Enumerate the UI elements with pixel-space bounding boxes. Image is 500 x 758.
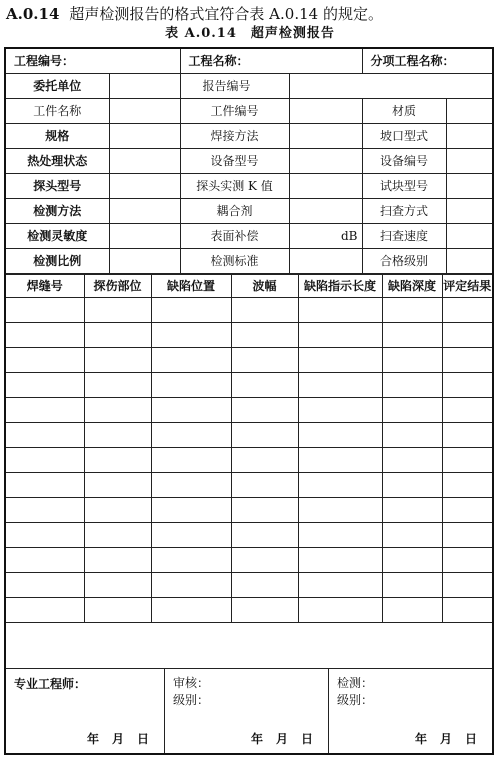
spec-value[interactable] <box>109 124 180 149</box>
part-no-label: 工件编号 <box>180 99 289 124</box>
result-cell[interactable] <box>382 548 442 573</box>
result-cell[interactable] <box>442 523 492 548</box>
inspect-date <box>403 730 478 747</box>
result-row <box>6 498 492 523</box>
device-no-label: 设备编号 <box>362 149 446 174</box>
heat-treatment-value[interactable] <box>109 149 180 174</box>
client-value[interactable] <box>109 74 180 99</box>
material-label: 材质 <box>362 99 446 124</box>
param-row <box>6 174 492 199</box>
report-no-label: 报告编号 <box>180 74 289 99</box>
review-level-label: 级别： <box>173 693 210 707</box>
result-cell[interactable] <box>6 498 84 523</box>
result-cell[interactable] <box>231 498 298 523</box>
result-cell[interactable] <box>151 398 231 423</box>
report-no-value[interactable] <box>289 74 492 99</box>
result-cell[interactable] <box>382 473 442 498</box>
project-no-label: 工程编号： <box>6 49 180 74</box>
result-row <box>6 423 492 448</box>
result-cell[interactable] <box>298 523 382 548</box>
review-label: 审核： <box>173 676 210 690</box>
probe-model-value[interactable] <box>109 174 180 199</box>
result-row <box>6 523 492 548</box>
probe-k-label: 探头实测 K 值 <box>180 174 289 199</box>
inspect-signature[interactable] <box>328 669 492 753</box>
section-heading <box>6 4 496 24</box>
result-cell[interactable] <box>231 348 298 373</box>
result-cell[interactable] <box>84 323 151 348</box>
surface-comp-label: 表面补偿 <box>180 224 289 249</box>
part-name-label: 工件名称 <box>6 99 109 124</box>
review-signature[interactable] <box>164 669 328 753</box>
result-cell[interactable] <box>231 298 298 323</box>
grade-value[interactable] <box>446 249 492 274</box>
result-cell[interactable] <box>84 448 151 473</box>
result-row <box>6 323 492 348</box>
result-cell[interactable] <box>231 523 298 548</box>
device-no-value[interactable] <box>446 149 492 174</box>
result-cell[interactable] <box>6 523 84 548</box>
heading-text: 超声检测报告的格式宜符合表 A.0.14 的规定。 <box>69 5 383 23</box>
result-cell[interactable] <box>6 298 84 323</box>
result-cell[interactable] <box>382 323 442 348</box>
result-cell[interactable] <box>6 373 84 398</box>
col-header-amplitude: 波幅 <box>231 275 298 298</box>
result-cell[interactable] <box>151 448 231 473</box>
material-value[interactable] <box>446 99 492 124</box>
month-label: 月 <box>439 732 453 746</box>
result-cell[interactable] <box>84 523 151 548</box>
result-cell[interactable] <box>151 473 231 498</box>
review-labels <box>173 675 209 709</box>
result-cell[interactable] <box>298 598 382 623</box>
result-cell[interactable] <box>6 548 84 573</box>
project-name-label: 工程名称： <box>180 49 362 74</box>
probe-k-value[interactable] <box>289 174 362 199</box>
result-cell[interactable] <box>6 398 84 423</box>
groove-type-value[interactable] <box>446 124 492 149</box>
result-cell[interactable] <box>298 323 382 348</box>
result-cell[interactable] <box>231 423 298 448</box>
scan-speed-label: 扫查速度 <box>362 224 446 249</box>
day-label: 日 <box>136 732 150 746</box>
couplant-value[interactable] <box>289 199 362 224</box>
result-row <box>6 548 492 573</box>
clause-number: A.0.14 <box>6 5 60 23</box>
probe-model-label: 探头型号 <box>6 174 109 199</box>
result-cell[interactable] <box>231 548 298 573</box>
year-label: 年 <box>414 732 428 746</box>
test-block-label: 试块型号 <box>362 174 446 199</box>
surface-comp-unit: dB <box>289 224 362 249</box>
result-cell[interactable] <box>298 498 382 523</box>
grade-label: 合格级别 <box>362 249 446 274</box>
result-cell[interactable] <box>442 398 492 423</box>
result-cell[interactable] <box>6 323 84 348</box>
inspect-level-label: 级别： <box>337 693 374 707</box>
param-row <box>6 224 492 249</box>
result-cell[interactable] <box>84 548 151 573</box>
result-cell[interactable] <box>231 373 298 398</box>
engineer-date <box>75 730 150 747</box>
scan-mode-value[interactable] <box>446 199 492 224</box>
result-row <box>6 373 492 398</box>
result-cell[interactable] <box>298 373 382 398</box>
inspect-label: 检测： <box>337 676 374 690</box>
param-row <box>6 199 492 224</box>
result-cell[interactable] <box>231 598 298 623</box>
result-row <box>6 398 492 423</box>
result-cell[interactable] <box>382 348 442 373</box>
device-model-value[interactable] <box>289 149 362 174</box>
test-method-value[interactable] <box>109 199 180 224</box>
result-row <box>6 348 492 373</box>
part-name-value[interactable] <box>109 99 180 124</box>
result-cell[interactable] <box>382 498 442 523</box>
result-cell[interactable] <box>382 598 442 623</box>
result-cell[interactable] <box>84 598 151 623</box>
result-cell[interactable] <box>6 348 84 373</box>
review-date <box>239 730 314 747</box>
scan-mode-label: 扫查方式 <box>362 199 446 224</box>
result-cell[interactable] <box>6 473 84 498</box>
result-cell[interactable] <box>231 323 298 348</box>
sub-project-label: 分项工程名称： <box>362 49 492 74</box>
result-cell[interactable] <box>298 573 382 598</box>
result-cell[interactable] <box>298 398 382 423</box>
standard-value[interactable] <box>289 249 362 274</box>
result-cell[interactable] <box>382 448 442 473</box>
result-cell[interactable] <box>382 373 442 398</box>
result-cell[interactable] <box>442 348 492 373</box>
result-body <box>6 298 492 623</box>
month-label: 月 <box>275 732 289 746</box>
result-cell[interactable] <box>151 323 231 348</box>
result-cell[interactable] <box>151 548 231 573</box>
result-cell[interactable] <box>84 298 151 323</box>
result-cell[interactable] <box>151 348 231 373</box>
result-cell[interactable] <box>442 548 492 573</box>
result-cell[interactable] <box>298 423 382 448</box>
result-cell[interactable] <box>382 573 442 598</box>
result-cell[interactable] <box>84 373 151 398</box>
scan-speed-value[interactable] <box>446 224 492 249</box>
result-row <box>6 448 492 473</box>
table-caption: 表 A.0.14 超声检测报告 <box>165 26 335 41</box>
result-cell[interactable] <box>298 548 382 573</box>
result-header-row <box>6 275 492 298</box>
day-label: 日 <box>300 732 314 746</box>
spec-label: 规格 <box>6 124 109 149</box>
result-cell[interactable] <box>382 298 442 323</box>
result-cell[interactable] <box>231 448 298 473</box>
result-cell[interactable] <box>382 423 442 448</box>
param-row <box>6 249 492 274</box>
result-cell[interactable] <box>6 598 84 623</box>
result-cell[interactable] <box>298 348 382 373</box>
groove-type-label: 坡口型式 <box>362 124 446 149</box>
heat-treatment-label: 热处理状态 <box>6 149 109 174</box>
client-label: 委托单位 <box>6 74 109 99</box>
day-label: 日 <box>464 732 478 746</box>
col-header-defect-position: 缺陷位置 <box>151 275 231 298</box>
result-cell[interactable] <box>6 448 84 473</box>
signature-area <box>6 668 492 753</box>
result-cell[interactable] <box>382 398 442 423</box>
result-cell[interactable] <box>442 423 492 448</box>
result-cell[interactable] <box>151 298 231 323</box>
result-cell[interactable] <box>151 373 231 398</box>
result-cell[interactable] <box>231 473 298 498</box>
result-cell[interactable] <box>442 448 492 473</box>
month-label: 月 <box>111 732 125 746</box>
col-header-evaluation: 评定结果 <box>442 275 492 298</box>
test-block-value[interactable] <box>446 174 492 199</box>
year-label: 年 <box>250 732 264 746</box>
result-cell[interactable] <box>442 323 492 348</box>
year-label: 年 <box>86 732 100 746</box>
welding-method-value[interactable] <box>289 124 362 149</box>
result-table <box>6 274 492 623</box>
inspect-labels <box>337 675 373 709</box>
result-cell[interactable] <box>151 573 231 598</box>
part-no-value[interactable] <box>289 99 362 124</box>
device-model-label: 设备型号 <box>180 149 289 174</box>
sensitivity-label: 检测灵敏度 <box>6 224 109 249</box>
result-cell[interactable] <box>442 373 492 398</box>
result-cell[interactable] <box>84 498 151 523</box>
col-header-defect-depth: 缺陷深度 <box>382 275 442 298</box>
info-table <box>6 49 492 74</box>
result-cell[interactable] <box>151 523 231 548</box>
result-cell[interactable] <box>84 573 151 598</box>
welding-method-label: 焊接方法 <box>180 124 289 149</box>
result-cell[interactable] <box>442 298 492 323</box>
result-cell[interactable] <box>298 448 382 473</box>
result-cell[interactable] <box>6 573 84 598</box>
result-cell[interactable] <box>151 498 231 523</box>
param-row <box>6 74 492 99</box>
result-row <box>6 298 492 323</box>
result-cell[interactable] <box>151 598 231 623</box>
param-row <box>6 99 492 124</box>
col-header-test-location: 探伤部位 <box>84 275 151 298</box>
test-ratio-label: 检测比例 <box>6 249 109 274</box>
report-form <box>4 47 494 755</box>
result-row <box>6 598 492 623</box>
result-cell[interactable] <box>442 473 492 498</box>
col-header-weld-no: 焊缝号 <box>6 275 84 298</box>
result-cell[interactable] <box>442 598 492 623</box>
result-cell[interactable] <box>231 398 298 423</box>
result-cell[interactable] <box>298 298 382 323</box>
param-row <box>6 124 492 149</box>
result-cell[interactable] <box>442 498 492 523</box>
result-cell[interactable] <box>84 398 151 423</box>
result-cell[interactable] <box>84 473 151 498</box>
col-header-indication-length: 缺陷指示长度 <box>298 275 382 298</box>
result-cell[interactable] <box>298 473 382 498</box>
test-ratio-value[interactable] <box>109 249 180 274</box>
result-cell[interactable] <box>442 573 492 598</box>
couplant-label: 耦合剂 <box>180 199 289 224</box>
test-method-label: 检测方法 <box>6 199 109 224</box>
standard-label: 检测标准 <box>180 249 289 274</box>
engineer-signature[interactable] <box>6 669 164 753</box>
engineer-label: 专业工程师： <box>14 677 87 691</box>
result-cell[interactable] <box>84 423 151 448</box>
parameter-table <box>6 74 492 274</box>
result-row <box>6 473 492 498</box>
result-cell[interactable] <box>231 573 298 598</box>
info-row <box>6 49 492 74</box>
result-cell[interactable] <box>6 423 84 448</box>
result-cell[interactable] <box>151 423 231 448</box>
result-cell[interactable] <box>382 523 442 548</box>
result-cell[interactable] <box>84 348 151 373</box>
sensitivity-value[interactable] <box>109 224 180 249</box>
param-row <box>6 149 492 174</box>
result-row <box>6 573 492 598</box>
